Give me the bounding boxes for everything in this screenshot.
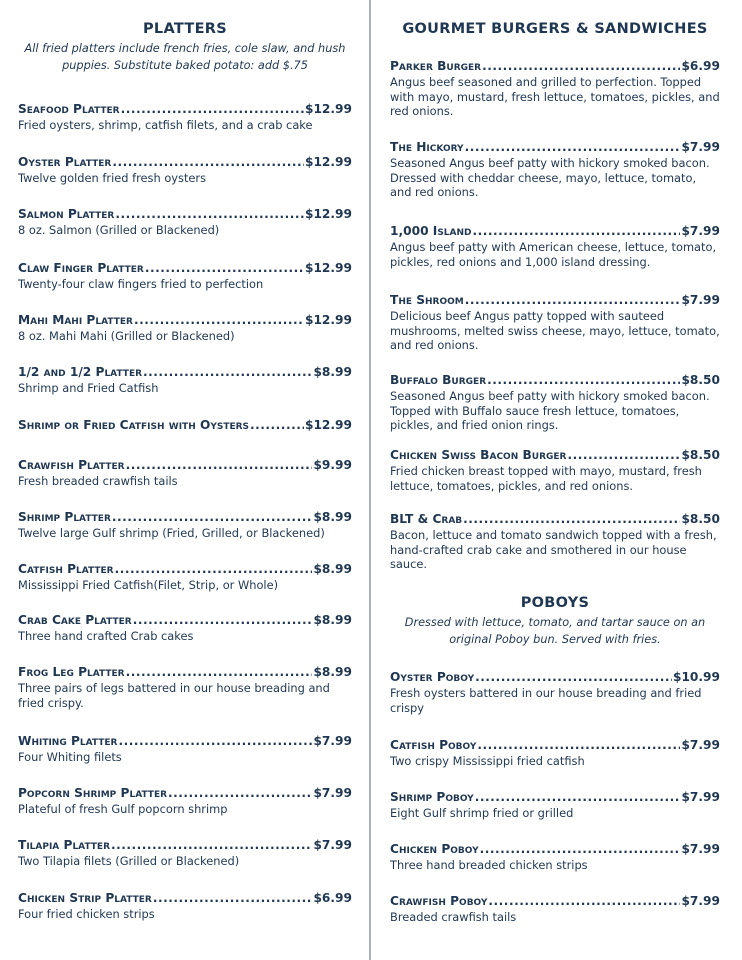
item-description: Seasoned Angus beef patty with hickory smoked bacon. Dressed with cheddar cheese, mayo, lettuce, tomato, and red onions. [390, 156, 710, 199]
item-name: Crab Cake Platter [18, 613, 132, 627]
menu-item [18, 838, 352, 869]
column-divider [369, 0, 371, 960]
leader-dots [126, 665, 313, 680]
item-price: $9.99 [313, 458, 352, 472]
menu-item [18, 313, 352, 344]
item-description: Two Tilapia filets (Grilled or Blackened) [18, 854, 240, 868]
menu-item [390, 894, 720, 925]
leader-dots [143, 365, 312, 380]
item-price: $6.99 [313, 891, 352, 905]
item-name: Crawfish Platter [18, 458, 125, 472]
leader-dots [487, 373, 680, 388]
item-price: $6.99 [681, 59, 720, 73]
item-name: 1,000 Island [390, 224, 472, 238]
item-price: $8.50 [681, 448, 720, 462]
menu-item [18, 207, 352, 238]
leader-dots [145, 261, 304, 276]
leader-dots [475, 790, 681, 805]
leader-dots [463, 512, 680, 527]
item-name: Crawfish Poboy [390, 894, 488, 908]
leader-dots [465, 293, 681, 308]
menu-item [18, 261, 352, 292]
leader-dots [482, 59, 680, 74]
item-description: Fresh breaded crawfish tails [18, 474, 178, 488]
item-description: Eight Gulf shrimp fried or grilled [390, 806, 574, 820]
leader-dots [475, 670, 672, 685]
item-name: Oyster Platter [18, 155, 112, 169]
item-description: Three pairs of legs battered in our house breading and fried crispy. [18, 681, 330, 710]
item-description: Three hand breaded chicken strips [390, 858, 588, 872]
menu-item [390, 293, 720, 353]
item-description: Two crispy Mississippi fried catfish [390, 754, 585, 768]
item-name: The Shroom [390, 293, 464, 307]
item-description: Three hand crafted Crab cakes [18, 629, 194, 643]
leader-dots [133, 613, 313, 628]
item-price: $7.99 [681, 738, 720, 752]
item-price: $8.99 [313, 365, 352, 379]
menu-item [390, 59, 720, 119]
item-name: Mahi Mahi Platter [18, 313, 133, 327]
leader-dots [121, 102, 304, 117]
item-description: Twenty-four claw fingers fried to perfection [18, 277, 264, 291]
item-description: Angus beef seasoned and grilled to perfection. Topped with mayo, mustard, fresh lettuce, tomatoes, pickles, and red onions. [390, 75, 720, 118]
leader-dots [115, 562, 313, 577]
poboys-title: POBOYS [520, 595, 590, 611]
leader-dots [567, 448, 680, 463]
item-description: Seasoned Angus beef patty with hickory smoked bacon. Topped with Buffalo sauce fresh lettuce, tomatoes, pickles, and fried onion rings. [390, 389, 710, 432]
item-name: 1/2 and 1/2 Platter [18, 365, 143, 379]
menu-item [18, 510, 352, 541]
item-price: $8.99 [313, 613, 352, 627]
leader-dots [118, 734, 312, 749]
leader-dots [250, 418, 304, 433]
item-name: Chicken Swiss Bacon Burger [390, 448, 567, 462]
menu-item [18, 365, 352, 396]
item-name: Claw Finger Platter [18, 261, 144, 275]
item-description: Plateful of fresh Gulf popcorn shrimp [18, 802, 228, 816]
item-description: Four fried chicken strips [18, 907, 155, 921]
item-name: Chicken Poboy [390, 842, 479, 856]
menu-item [18, 562, 352, 593]
item-name: Parker Burger [390, 59, 482, 73]
item-price: $12.99 [304, 207, 352, 221]
leader-dots [168, 786, 312, 801]
item-name: Chicken Strip Platter [18, 891, 152, 905]
menu-item [390, 790, 720, 821]
item-description: Mississippi Fried Catfish(Filet, Strip, or Whole) [18, 578, 279, 592]
leader-dots [488, 894, 680, 909]
item-name: Popcorn Shrimp Platter [18, 786, 168, 800]
item-price: $10.99 [672, 670, 720, 684]
item-price: $8.99 [313, 665, 352, 679]
item-description: Angus beef patty with American cheese, lettuce, tomato, pickles, red onions and 1,000 island dressing. [390, 240, 717, 269]
menu-item [18, 613, 352, 644]
item-name: Catfish Poboy [390, 738, 477, 752]
menu-item [390, 373, 720, 433]
item-price: $7.99 [681, 293, 720, 307]
menu-item [390, 670, 720, 715]
item-price: $7.99 [681, 842, 720, 856]
menu-item [18, 665, 352, 710]
item-price: $8.50 [681, 373, 720, 387]
item-price: $8.50 [681, 512, 720, 526]
menu-item [390, 140, 720, 200]
item-name: Tilapia Platter [18, 838, 111, 852]
item-name: Shrimp or Fried Catfish with Oysters [18, 418, 250, 432]
item-price: $7.99 [313, 838, 352, 852]
menu-item [390, 738, 720, 769]
item-price: $7.99 [313, 786, 352, 800]
menu-item [18, 734, 352, 765]
item-price: $7.99 [681, 894, 720, 908]
platters-note: All fried platters include french fries, cole slaw, and hush puppies. Substitute baked potato: add $.75 [24, 42, 346, 72]
item-price: $7.99 [681, 140, 720, 154]
item-description: 8 oz. Salmon (Grilled or Blackened) [18, 223, 220, 237]
item-name: Frog Leg Platter [18, 665, 125, 679]
item-price: $12.99 [304, 313, 352, 327]
item-name: Salmon Platter [18, 207, 115, 221]
menu-item [18, 786, 352, 817]
menu-item [390, 448, 720, 493]
item-price: $7.99 [681, 790, 720, 804]
item-description: Fresh oysters battered in our house breading and fried crispy [390, 686, 702, 715]
item-name: BLT & Crab [390, 512, 463, 526]
item-price: $12.99 [304, 102, 352, 116]
item-name: The Hickory [390, 140, 464, 154]
menu-item [18, 891, 352, 922]
item-name: Buffalo Burger [390, 373, 487, 387]
leader-dots [126, 458, 313, 473]
menu-item [390, 224, 720, 269]
poboys-note: Dressed with lettuce, tomato, and tartar sauce on an original Poboy bun. Served with fries. [404, 616, 706, 646]
item-description: Bacon, lettuce and tomato sandwich topped with a fresh, hand-crafted crab cake and smothered in our house sauce. [390, 528, 717, 571]
menu-item [18, 155, 352, 186]
item-price: $7.99 [313, 734, 352, 748]
item-description: Twelve large Gulf shrimp (Fried, Grilled, or Blackened) [18, 526, 325, 540]
item-description: Four Whiting filets [18, 750, 122, 764]
item-name: Whiting Platter [18, 734, 118, 748]
leader-dots [480, 842, 681, 857]
leader-dots [111, 838, 312, 853]
burgers-title: GOURMET BURGERS & SANDWICHES [402, 21, 708, 37]
item-name: Seafood Platter [18, 102, 120, 116]
leader-dots [112, 510, 313, 525]
item-description: Fried chicken breast topped with mayo, mustard, fresh lettuce, tomatoes, pickles, and red onions. [390, 464, 702, 493]
item-name: Oyster Poboy [390, 670, 475, 684]
item-description: Shrimp and Fried Catfish [18, 381, 159, 395]
item-price: $8.99 [313, 510, 352, 524]
menu-item [390, 512, 720, 572]
leader-dots [115, 207, 304, 222]
menu-item [18, 102, 352, 133]
item-price: $12.99 [304, 155, 352, 169]
item-price: $8.99 [313, 562, 352, 576]
item-description: Breaded crawfish tails [390, 910, 517, 924]
item-name: Shrimp Platter [18, 510, 111, 524]
leader-dots [465, 140, 681, 155]
menu-item [18, 418, 352, 433]
item-description: 8 oz. Mahi Mahi (Grilled or Blackened) [18, 329, 235, 343]
item-price: $7.99 [681, 224, 720, 238]
leader-dots [477, 738, 680, 753]
item-price: $12.99 [304, 418, 352, 432]
menu-item [390, 842, 720, 873]
leader-dots [473, 224, 681, 239]
menu-item [18, 458, 352, 489]
item-description: Twelve golden fried fresh oysters [18, 171, 207, 185]
leader-dots [112, 155, 304, 170]
item-price: $12.99 [304, 261, 352, 275]
item-name: Shrimp Poboy [390, 790, 474, 804]
leader-dots [134, 313, 304, 328]
item-name: Catfish Platter [18, 562, 114, 576]
item-description: Delicious beef Angus patty topped with sauteed mushrooms, melted swiss cheese, mayo, lettuce, tomato, and red onions. [390, 309, 720, 352]
platters-title: PLATTERS [143, 21, 227, 37]
leader-dots [153, 891, 313, 906]
item-description: Fried oysters, shrimp, catfish filets, and a crab cake [18, 118, 313, 132]
